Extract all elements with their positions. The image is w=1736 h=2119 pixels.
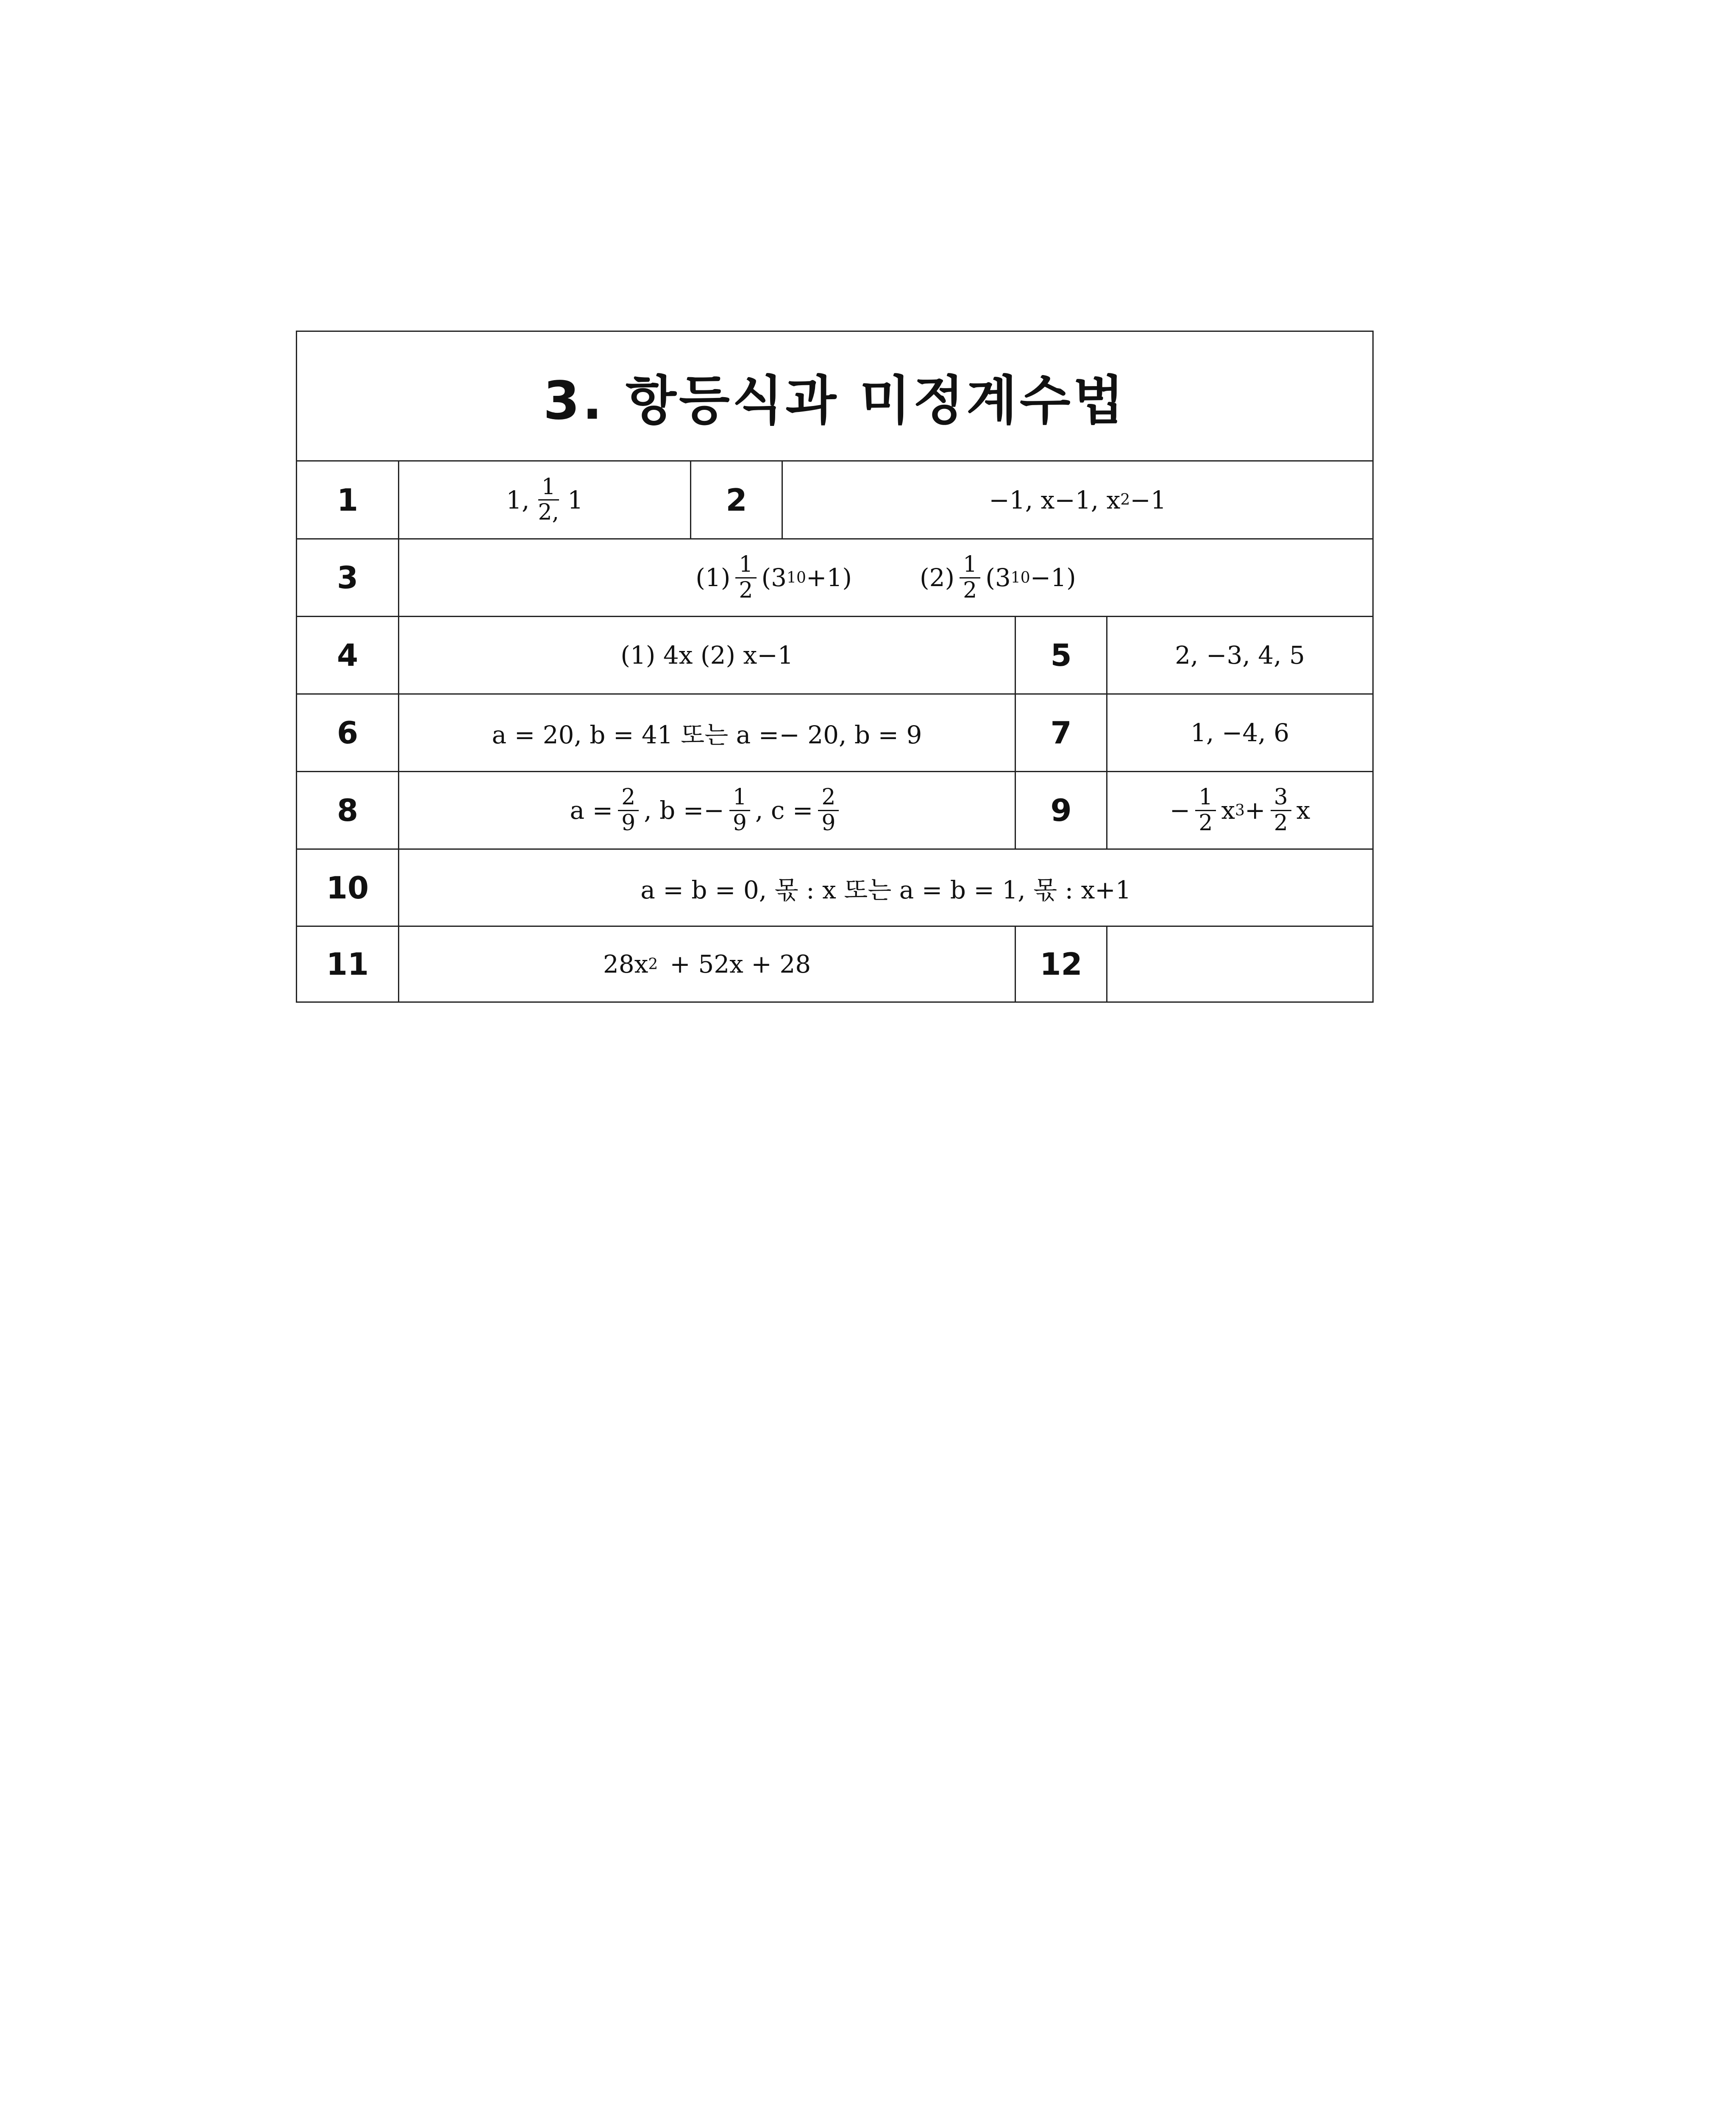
numerator: 1 <box>960 553 980 578</box>
answer-text: a = <box>570 796 613 825</box>
fraction <box>1271 785 1291 835</box>
answer-cell <box>782 462 1372 538</box>
table-row <box>297 927 1372 1001</box>
answer-text: − <box>1169 796 1191 825</box>
table-title-cell <box>297 332 1372 462</box>
denominator: 9 <box>732 810 747 836</box>
fraction <box>729 785 750 835</box>
answer-text: , c = <box>755 796 813 825</box>
exponent: 10 <box>1010 569 1030 587</box>
answer-cell <box>398 772 1015 848</box>
sub-label: (2) <box>920 563 955 592</box>
numerator: 3 <box>1271 785 1291 811</box>
item-number: 8 <box>337 793 359 828</box>
denominator: 2, <box>538 500 559 525</box>
sub-label: (1) <box>696 563 731 592</box>
fraction <box>618 785 639 835</box>
fraction <box>1195 785 1216 835</box>
table-row <box>297 539 1372 617</box>
answer-cell <box>398 927 1015 1001</box>
item-number: 6 <box>337 715 359 751</box>
answer-text: (3 <box>761 563 787 592</box>
table-row <box>297 695 1372 772</box>
numerator: 2 <box>818 785 839 811</box>
numerator: 1 <box>735 553 756 578</box>
answer-text: (3 <box>985 563 1011 592</box>
answer-text: −1, x−1, x <box>989 485 1121 514</box>
numerator: 2 <box>618 785 639 811</box>
answer-text: + 52x + 28 <box>670 950 811 979</box>
exponent: 2 <box>1120 491 1130 509</box>
answer-cell: a = 20, b = 41 또는 a =− 20, b = 9 <box>398 695 1015 771</box>
answer-text: −1) <box>1030 563 1076 592</box>
item-number: 12 <box>1015 927 1106 1001</box>
fraction <box>735 553 756 602</box>
item-number: 5 <box>1015 617 1106 693</box>
answer-cell: a = b = 0, 몫 : x 또는 a = b = 1, 몫 : x+1 <box>398 850 1372 926</box>
numerator: 1 <box>729 785 750 811</box>
exponent: 3 <box>1235 801 1245 819</box>
answer-cell: (1) 4x (2) x−1 <box>398 617 1015 693</box>
answer-cell <box>1106 772 1372 848</box>
table-row <box>297 462 1372 539</box>
exponent: 10 <box>787 569 806 587</box>
answer-text: x <box>1221 796 1235 825</box>
item-number: 3 <box>337 560 359 595</box>
page-title: 3. 항등식과 미정계수법 <box>543 370 1127 431</box>
denominator: 2 <box>1199 810 1213 836</box>
table-row <box>297 850 1372 927</box>
denominator: 9 <box>621 810 636 836</box>
denominator: 2 <box>963 577 977 603</box>
answer-text: 28x <box>603 950 648 979</box>
item-number: 7 <box>1015 695 1106 771</box>
item-number: 10 <box>326 870 369 906</box>
denominator: 9 <box>821 810 836 836</box>
item-number: 11 <box>326 946 369 982</box>
item-number: 9 <box>1015 772 1106 848</box>
answer-text: +1) <box>806 563 852 592</box>
item-number: 4 <box>337 637 359 673</box>
answer-table <box>296 331 1374 1003</box>
fraction <box>960 553 980 602</box>
exponent: 2 <box>648 955 658 973</box>
numerator: 1 <box>538 475 559 501</box>
answer-cell: 2, −3, 4, 5 <box>1106 617 1372 693</box>
numerator: 1 <box>1195 785 1216 811</box>
table-row <box>297 617 1372 695</box>
table-row <box>297 772 1372 850</box>
item-number: 2 <box>690 462 782 538</box>
fraction <box>818 785 839 835</box>
answer-text: + <box>1244 796 1266 825</box>
answer-cell <box>398 539 1372 616</box>
answer-text: x <box>1296 796 1310 825</box>
answer-text: , b =− <box>644 796 724 825</box>
denominator: 2 <box>1274 810 1288 836</box>
answer-cell <box>398 462 690 538</box>
answer-text: 1, <box>506 485 530 514</box>
denominator: 2 <box>739 577 753 603</box>
fraction <box>534 475 562 525</box>
answer-text: −1 <box>1130 485 1166 514</box>
answer-cell: 1, −4, 6 <box>1106 695 1372 771</box>
item-number: 1 <box>337 482 359 518</box>
answer-text: 1 <box>568 485 583 514</box>
answer-cell <box>1106 927 1372 1001</box>
